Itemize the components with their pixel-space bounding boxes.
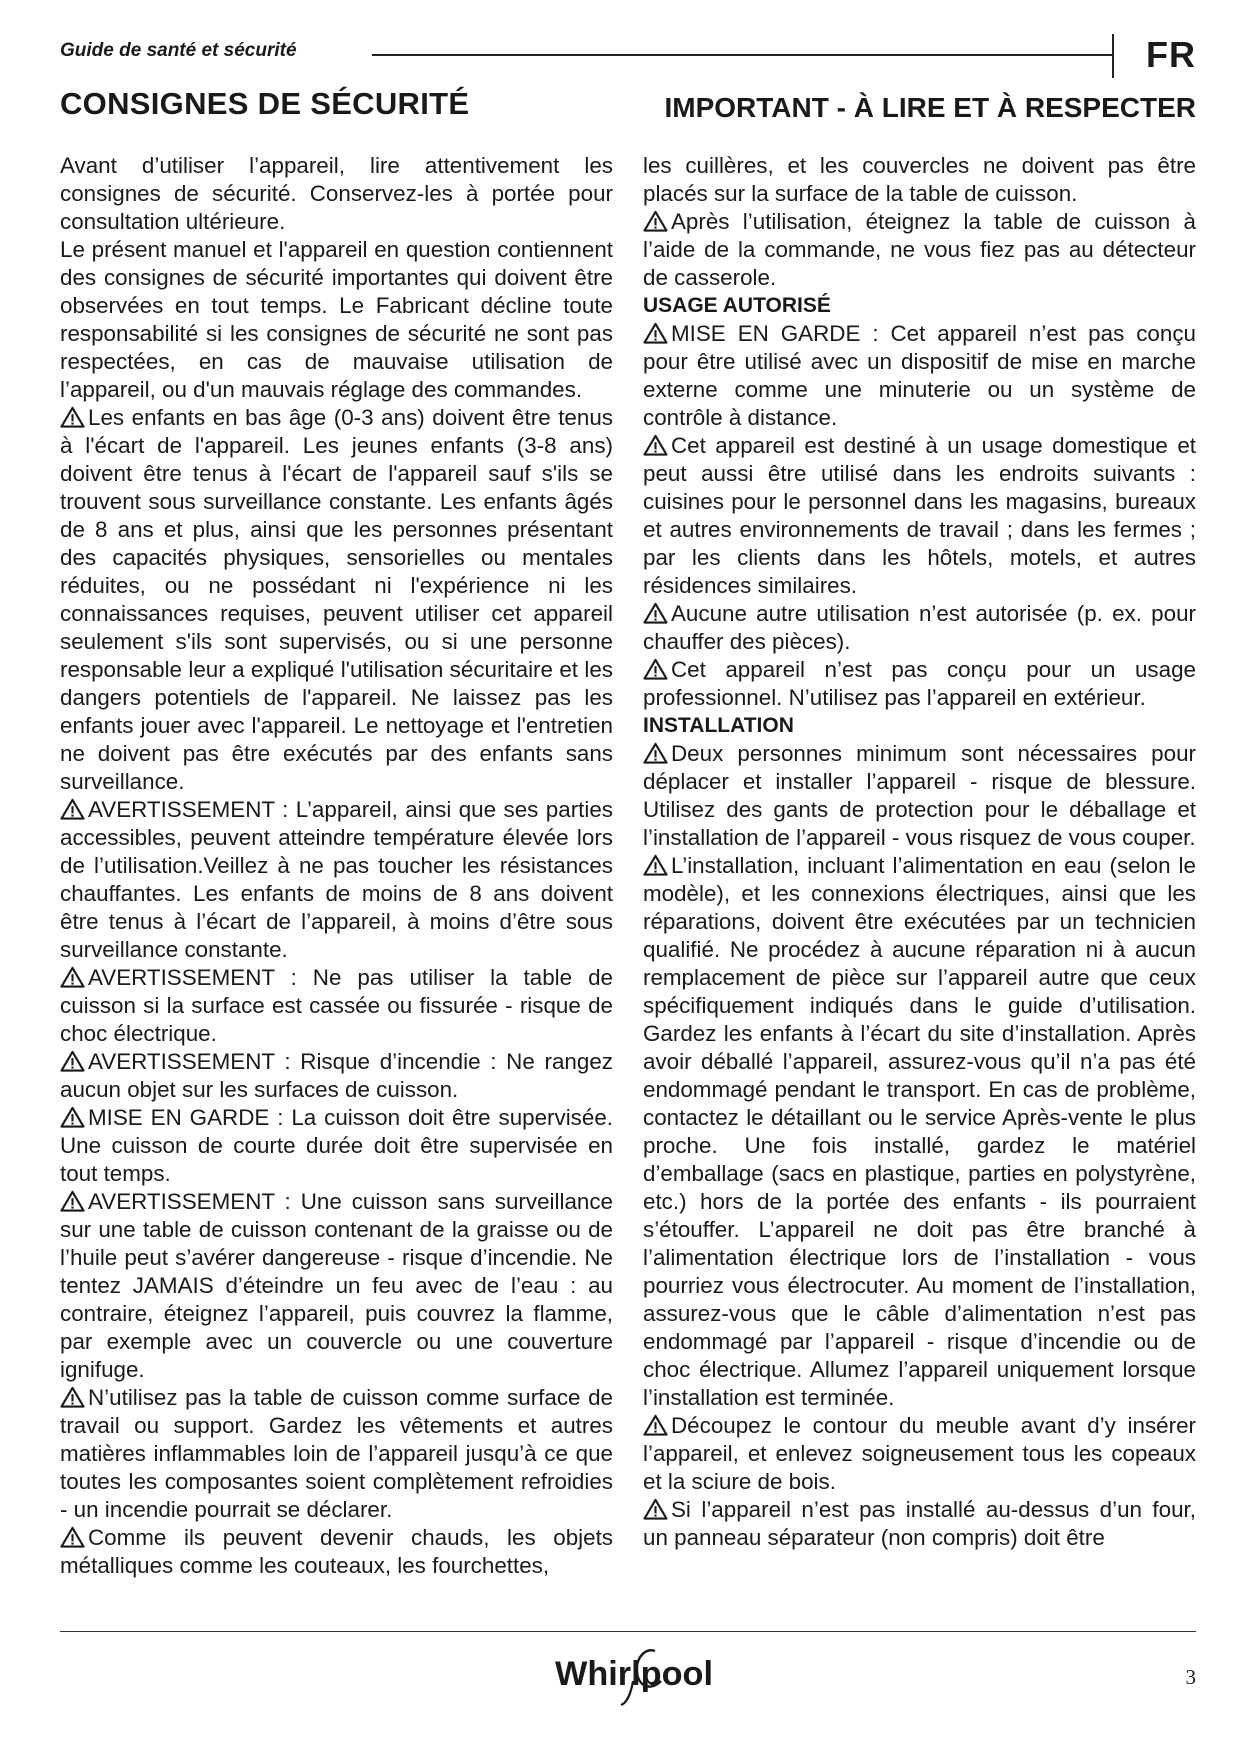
warning-item [643, 600, 1196, 656]
warning-icon [60, 1106, 85, 1128]
warning-icon [60, 1190, 85, 1212]
heading-installation: INSTALLATION [643, 714, 794, 737]
heading-usage: USAGE AUTORISÉ [643, 294, 831, 317]
warning-item [60, 404, 613, 796]
warning-text: Deux personnes minimum sont nécessaires pour déplacer et installer l’appareil - risque de blessure. Utilisez des gants de protection pour le déballage et l’installation de l’appareil - vous risquez de vous couper. [643, 741, 1196, 850]
warning-icon [60, 1526, 85, 1548]
section-subtitle: IMPORTANT - À LIRE ET À RESPECTER [664, 92, 1196, 123]
warning-item [60, 1188, 613, 1384]
right-column [643, 152, 1196, 1552]
warning-text: Les enfants en bas âge (0-3 ans) doivent être tenus à l'écart de l'appareil. Les jeunes enfants (3-8 ans) doivent être tenus à l'écart de l'appareil sauf s'ils se trouvent sous surveillance constante. Les enfants âgés de 8 ans et plus, ainsi que les personnes présentant des capacités physiques, sensorielles ou mentales réduites, ou ne possédant ni l'expérience ni les connaissances requises, peuvent utiliser cet appareil seulement s'ils sont supervisés, ou si une personne responsable leur a expliqué l'utilisation sécuritaire et les dangers potentiels de l'appareil. Ne laissez pas les enfants jouer avec l'appareil. Le nettoyage et l'entretien ne doivent pas être exécutés par des enfants sans surveillance. [60, 405, 613, 794]
warning-icon [643, 210, 668, 232]
warning-icon [643, 1414, 668, 1436]
language-code: FR [1146, 34, 1196, 75]
warning-icon [643, 854, 668, 876]
warning-item [643, 208, 1196, 292]
warning-text: Cet appareil n’est pas conçu pour un usage professionnel. N’utilisez pas l’appareil en extérieur. [643, 657, 1196, 710]
warning-item [60, 796, 613, 964]
warning-text: AVERTISSEMENT : L’appareil, ainsi que ses parties accessibles, peuvent atteindre température élevée lors de l’utilisation.Veillez à ne pas toucher les résistances chauffantes. Les enfants de moins de 8 ans doivent être tenus à l’écart de l’appareil, à moins d’être sous surveillance constante. [60, 797, 613, 962]
warning-icon [643, 742, 668, 764]
warning-text: Aucune autre utilisation n’est autorisée (p. ex. pour chauffer des pièces). [643, 601, 1196, 654]
warning-text: Découpez le contour du meuble avant d’y insérer l’appareil, et enlevez soigneusement tous les copeaux et la sciure de bois. [643, 1413, 1196, 1494]
warning-item [60, 1104, 613, 1188]
warning-item [643, 1496, 1196, 1552]
warning-icon [60, 1386, 85, 1408]
continued-paragraph: les cuillères, et les couvercles ne doivent pas être placés sur la surface de la table de cuisson. [643, 153, 1196, 206]
warning-text: Si l’appareil n’est pas installé au-dessus d’un four, un panneau séparateur (non compris) doit être [643, 1497, 1196, 1550]
warning-item [643, 320, 1196, 432]
warning-icon [643, 1498, 668, 1520]
logo-wordmark: Whirlpool [555, 1655, 713, 1693]
warning-item [643, 852, 1196, 1412]
footer-rule [60, 1631, 1196, 1632]
left-column [60, 152, 613, 1580]
warning-icon [60, 406, 85, 428]
warning-item [60, 1524, 613, 1580]
warning-icon [60, 798, 85, 820]
warning-text: AVERTISSEMENT : Ne pas utiliser la table de cuisson si la surface est cassée ou fissurée - risque de choc électrique. [60, 965, 613, 1046]
warning-text: Après l’utilisation, éteignez la table de cuisson à l’aide de la commande, ne vous fiez pas au détecteur de casserole. [643, 209, 1196, 290]
warning-item [643, 432, 1196, 600]
header-rule-tick [1112, 34, 1114, 78]
warning-icon [643, 658, 668, 680]
warning-icon [643, 602, 668, 624]
warning-icon [643, 434, 668, 456]
warning-text: AVERTISSEMENT : Une cuisson sans surveillance sur une table de cuisson contenant de la graisse ou de l’huile peut s’avérer dangereuse - risque d’incendie. Ne tentez JAMAIS d’éteindre un feu avec de l’eau : au contraire, éteignez l’appareil, puis couvrez la flamme, par exemple avec un couvercle ou une couverture ignifuge. [60, 1189, 613, 1382]
warning-item [60, 964, 613, 1048]
manual-paragraph: Le présent manuel et l'appareil en question contiennent des consignes de sécurité importantes qui doivent être observées en tout temps. Le Fabricant décline toute responsabilité si les consignes de sécurité ne sont pas respectées, en cas de mauvaise utilisation de l’appareil, ou d'un mauvais réglage des commandes. [60, 237, 613, 402]
warning-item [60, 1048, 613, 1104]
warning-text: MISE EN GARDE : La cuisson doit être supervisée. Une cuisson de courte durée doit être supervisée en tout temps. [60, 1105, 613, 1186]
warning-item [643, 656, 1196, 712]
page-number: 3 [1185, 1665, 1196, 1689]
guide-title: Guide de santé et sécurité [60, 40, 297, 61]
warning-item [60, 1384, 613, 1524]
warning-item [643, 1412, 1196, 1496]
warning-text: AVERTISSEMENT : Risque d’incendie : Ne rangez aucun objet sur les surfaces de cuisson. [60, 1049, 613, 1102]
warning-icon [60, 1050, 85, 1072]
warning-icon [60, 966, 85, 988]
warning-text: L’installation, incluant l’alimentation en eau (selon le modèle), et les connexions électriques, ainsi que les réparations, doivent être exécutées par un technicien qualifié. Ne procédez à aucune réparation ni à aucun remplacement de pièce sur l’appareil autre que ceux spécifiquement indiqués dans le guide d’utilisation. Gardez les enfants à l’écart du site d’installation. Après avoir déballé l’appareil, assurez-vous qu’il n’a pas été endommagé pendant le transport. En cas de problème, contactez le détaillant ou le service Après-vente le plus proche. Une fois installé, gardez le matériel d’emballage (sacs en plastique, parties en polystyrène, etc.) hors de la portée des enfants - ils pourraient s’étouffer. L’appareil ne doit pas être branché à l’alimentation électrique lors de l’installation - vous pourriez vous électrocuter. Au moment de l’installation, assurez-vous que le câble d’alimentation n’est pas endommagé par l’appareil - risque d’incendie ou de choc électrique. Allumez l’appareil uniquement lorsque l’installation est terminée. [643, 853, 1196, 1410]
whirlpool-logo [555, 1641, 715, 1709]
warning-text: N’utilisez pas la table de cuisson comme surface de travail ou support. Gardez les vêtements et autres matières inflammables loin de l’appareil jusqu’à ce que toutes les composantes soient complètement refroidies - un incendie pourrait se déclarer. [60, 1385, 613, 1522]
warning-icon [643, 322, 668, 344]
warning-text: Comme ils peuvent devenir chauds, les objets métalliques comme les couteaux, les fourchettes, [60, 1525, 613, 1578]
warning-text: MISE EN GARDE : Cet appareil n’est pas conçu pour être utilisé avec un dispositif de mise en marche externe comme une minuterie ou un système de contrôle à distance. [643, 321, 1196, 430]
intro-paragraph: Avant d’utiliser l’appareil, lire attentivement les consignes de sécurité. Conservez-les à portée pour consultation ultérieure. [60, 153, 613, 234]
header-rule [372, 54, 1112, 56]
warning-text: Cet appareil est destiné à un usage domestique et peut aussi être utilisé dans les endroits suivants : cuisines pour le personnel dans les magasins, bureaux et autres environnements de travail ; dans les fermes ; par les clients dans les hôtels, motels, et autres résidences similaires. [643, 433, 1196, 598]
section-title: CONSIGNES DE SÉCURITÉ [60, 86, 470, 121]
warning-item [643, 740, 1196, 852]
